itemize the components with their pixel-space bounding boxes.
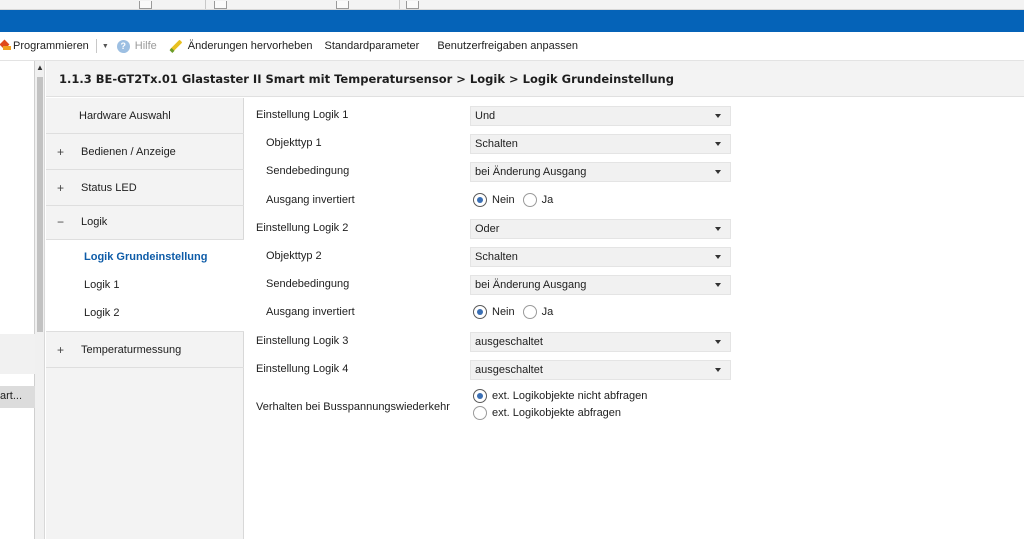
- chevron-down-icon: [715, 368, 721, 372]
- objekttyp-2-dropdown[interactable]: [470, 247, 731, 267]
- ribbon-header: [0, 10, 1024, 32]
- tree-item-status-led[interactable]: [46, 170, 244, 206]
- param-label: Verhalten bei Busspannungswiederkehr: [256, 401, 450, 413]
- param-label: Einstellung Logik 2: [256, 222, 349, 234]
- param-row-ausgang-invertiert-1: [245, 187, 1024, 215]
- scrollbar-thumb[interactable]: [37, 77, 43, 332]
- dropdown-value: bei Änderung Ausgang: [475, 279, 587, 291]
- highlighter-icon: [169, 40, 182, 53]
- ausgang-invertiert-1-radio-group: [473, 193, 561, 207]
- tree-item-label: Logik: [81, 215, 108, 228]
- default-parameters-button[interactable]: [321, 35, 424, 57]
- parameter-tree: [46, 98, 244, 539]
- tree-child-logik-1[interactable]: [46, 271, 244, 299]
- chevron-down-icon: [715, 340, 721, 344]
- param-label: Sendebedingung: [266, 165, 350, 177]
- collapse-icon[interactable]: −: [57, 214, 65, 229]
- parameter-form: [245, 98, 1024, 539]
- user-permissions-button[interactable]: [433, 35, 582, 57]
- sendebedingung-1-dropdown[interactable]: [470, 162, 731, 182]
- radio-label: Ja: [541, 306, 554, 318]
- param-row-sendebedingung-1: [245, 158, 1024, 186]
- toolbar-separator: [399, 0, 400, 9]
- chevron-down-icon: [715, 255, 721, 259]
- default-parameters-label: Standardparameter: [324, 40, 420, 52]
- param-row-einstellung-logik-1: [245, 102, 1024, 130]
- param-row-objekttyp-2: [245, 243, 1024, 271]
- objekttyp-1-dropdown[interactable]: [470, 134, 731, 154]
- param-row-busspannungswiederkehr: [245, 386, 1024, 426]
- left-panel-item-label: art...: [0, 390, 23, 402]
- scroll-up-icon[interactable]: ▲: [36, 63, 44, 72]
- radio-ja[interactable]: [523, 305, 537, 319]
- radio-nein[interactable]: [473, 193, 487, 207]
- chevron-down-icon: [715, 114, 721, 118]
- toolbar-icon[interactable]: [336, 1, 349, 9]
- dropdown-value: Schalten: [475, 251, 518, 263]
- einstellung-logik-2-dropdown[interactable]: [470, 219, 731, 239]
- tree-item-bedienen-anzeige[interactable]: [46, 134, 244, 170]
- tree-item-temperaturmessung[interactable]: [46, 332, 244, 368]
- toolbar-icon[interactable]: [214, 1, 227, 9]
- param-label: Objekttyp 1: [266, 137, 322, 149]
- radio-option-nicht-abfragen: [473, 389, 647, 403]
- expand-icon[interactable]: +: [57, 144, 65, 159]
- param-label: Einstellung Logik 1: [256, 109, 349, 121]
- parameter-toolbar: [0, 32, 1024, 61]
- toolbar-icon[interactable]: [406, 1, 419, 9]
- einstellung-logik-1-dropdown[interactable]: [470, 106, 731, 126]
- radio-label: ext. Logikobjekte abfragen: [492, 407, 622, 419]
- sendebedingung-2-dropdown[interactable]: [470, 275, 731, 295]
- param-label: Sendebedingung: [266, 278, 350, 290]
- param-row-einstellung-logik-2: [245, 215, 1024, 243]
- left-panel-scrollbar[interactable]: [35, 61, 45, 539]
- tree-item-label: Status LED: [81, 181, 137, 194]
- tree-item-logik[interactable]: [46, 204, 244, 240]
- dropdown-value: Oder: [475, 223, 500, 235]
- param-row-einstellung-logik-4: [245, 356, 1024, 384]
- dropdown-value: ausgeschaltet: [475, 336, 543, 348]
- program-button[interactable]: [0, 35, 93, 57]
- tree-child-logik-2[interactable]: [46, 299, 244, 327]
- radio-nein[interactable]: [473, 305, 487, 319]
- program-label: Programmieren: [13, 40, 89, 52]
- window-top-strip: [0, 0, 1024, 10]
- tree-item-label: Hardware Auswahl: [79, 109, 171, 122]
- radio-nicht-abfragen[interactable]: [473, 389, 487, 403]
- left-panel-band: [0, 334, 35, 374]
- radio-label: Ja: [541, 194, 554, 206]
- param-row-ausgang-invertiert-2: [245, 299, 1024, 327]
- help-label: Hilfe: [134, 40, 157, 52]
- tree-item-label: Temperaturmessung: [81, 343, 182, 356]
- highlight-changes-label: Änderungen hervorheben: [187, 40, 313, 52]
- einstellung-logik-3-dropdown[interactable]: [470, 332, 731, 352]
- param-label: Objekttyp 2: [266, 250, 322, 262]
- user-permissions-label: Benutzerfreigaben anpassen: [437, 40, 578, 52]
- radio-ja[interactable]: [523, 193, 537, 207]
- tree-child-logik-grundeinstellung[interactable]: [46, 243, 245, 271]
- left-project-panel: [0, 61, 35, 539]
- tree-child-label: Logik 2: [84, 307, 120, 319]
- radio-label: Nein: [492, 306, 515, 318]
- highlight-changes-button[interactable]: [165, 35, 317, 57]
- param-row-objekttyp-1: [245, 130, 1024, 158]
- dropdown-value: Und: [475, 110, 496, 122]
- tree-item-label: Bedienen / Anzeige: [81, 145, 176, 158]
- tree-item-hardware-auswahl[interactable]: [46, 98, 244, 134]
- toolbar-icon[interactable]: [139, 1, 152, 9]
- radio-label: Nein: [492, 194, 515, 206]
- expand-icon[interactable]: +: [57, 180, 65, 195]
- param-label: Einstellung Logik 4: [256, 363, 349, 375]
- dropdown-value: Schalten: [475, 138, 518, 150]
- param-label: Einstellung Logik 3: [256, 335, 349, 347]
- param-row-sendebedingung-2: [245, 271, 1024, 299]
- chevron-down-icon: [715, 142, 721, 146]
- chevron-down-icon: [715, 283, 721, 287]
- radio-label: ext. Logikobjekte nicht abfragen: [492, 390, 648, 402]
- dropdown-value: bei Änderung Ausgang: [475, 166, 587, 178]
- chevron-down-icon[interactable]: ▼: [101, 42, 109, 50]
- param-row-einstellung-logik-3: [245, 328, 1024, 356]
- tree-child-label: Logik Grundeinstellung: [84, 251, 208, 263]
- chevron-down-icon: [715, 227, 721, 231]
- radio-abfragen[interactable]: [473, 406, 487, 420]
- toolbar-divider: [96, 39, 97, 53]
- dropdown-value: ausgeschaltet: [475, 364, 543, 376]
- chevron-down-icon: [715, 170, 721, 174]
- left-panel-selected-item[interactable]: [0, 386, 35, 408]
- help-icon: ?: [117, 40, 130, 53]
- param-label: Ausgang invertiert: [266, 306, 355, 318]
- help-button[interactable]: [113, 35, 161, 57]
- toolbar-separator: [205, 0, 206, 9]
- program-icon: [1, 40, 11, 52]
- ausgang-invertiert-2-radio-group: [473, 305, 561, 319]
- param-label: Ausgang invertiert: [266, 194, 355, 206]
- expand-icon[interactable]: +: [57, 342, 65, 357]
- breadcrumb: 1.1.3 BE-GT2Tx.01 Glastaster II Smart mit Temperatursensor > Logik > Logik Grundeinstellung: [46, 61, 1024, 97]
- tree-child-label: Logik 1: [84, 279, 120, 291]
- einstellung-logik-4-dropdown[interactable]: [470, 360, 731, 380]
- radio-option-abfragen: [473, 406, 621, 420]
